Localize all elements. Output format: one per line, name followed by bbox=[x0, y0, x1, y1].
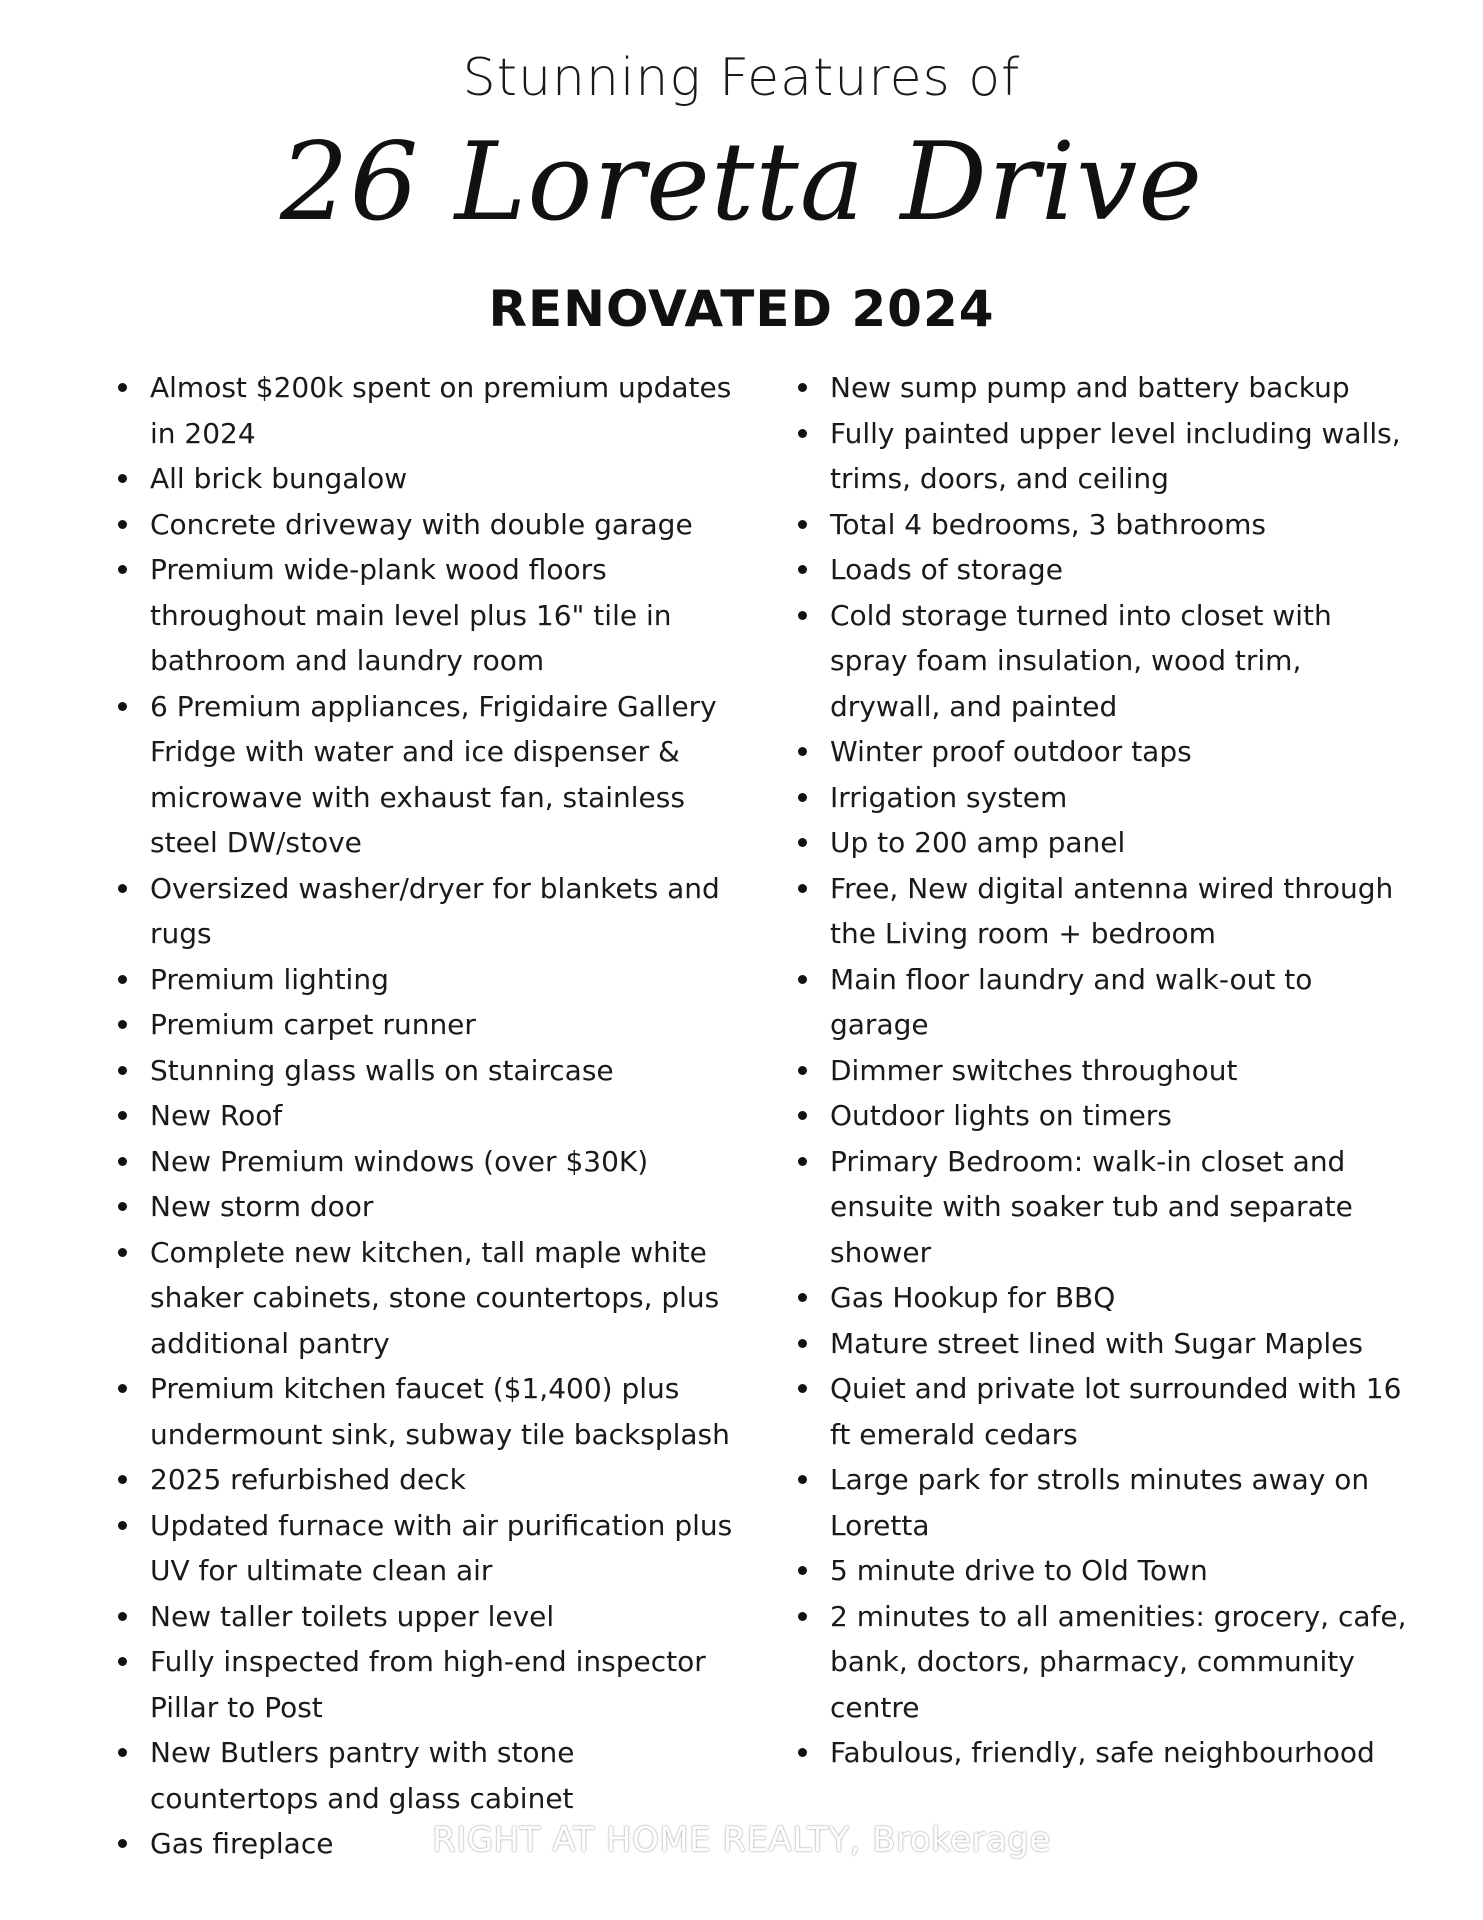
feature-item: Main floor laundry and walk-out to garage bbox=[790, 957, 1410, 1048]
feature-item: Cold storage turned into closet with spray foam insulation, wood trim, drywall, and painted bbox=[790, 593, 1410, 730]
feature-item: New sump pump and battery backup bbox=[790, 365, 1410, 411]
feature-item: All brick bungalow bbox=[110, 456, 750, 502]
feature-item: Fully painted upper level including walls, trims, doors, and ceiling bbox=[790, 411, 1410, 502]
feature-item: New Butlers pantry with stone countertops and glass cabinet bbox=[110, 1730, 750, 1821]
feature-item: Premium carpet runner bbox=[110, 1002, 750, 1048]
subtitle: Stunning Features of bbox=[462, 48, 1021, 108]
renovated-badge: RENOVATED 2024 bbox=[488, 280, 995, 338]
feature-item: Almost $200k spent on premium updates in 2024 bbox=[110, 365, 750, 456]
page-title: 26 Loretta Drive bbox=[279, 120, 1204, 245]
feature-item: Loads of storage bbox=[790, 547, 1410, 593]
feature-item: Complete new kitchen, tall maple white shaker cabinets, stone countertops, plus additional pantry bbox=[110, 1230, 750, 1367]
feature-columns bbox=[110, 365, 1410, 1867]
feature-item: 5 minute drive to Old Town bbox=[790, 1548, 1410, 1594]
feature-item: Free, New digital antenna wired through the Living room + bedroom bbox=[790, 866, 1410, 957]
feature-item: Gas Hookup for BBQ bbox=[790, 1275, 1410, 1321]
feature-item: 2 minutes to all amenities: grocery, cafe, bank, doctors, pharmacy, community centre bbox=[790, 1594, 1410, 1731]
feature-item: Primary Bedroom: walk-in closet and ensuite with soaker tub and separate shower bbox=[790, 1139, 1410, 1276]
feature-item: Gas fireplace bbox=[110, 1821, 750, 1867]
feature-item: Large park for strolls minutes away on Loretta bbox=[790, 1457, 1410, 1548]
feature-item: Premium lighting bbox=[110, 957, 750, 1003]
right-feature-list bbox=[790, 365, 1410, 1867]
feature-item: New taller toilets upper level bbox=[110, 1594, 750, 1640]
feature-item: Mature street lined with Sugar Maples bbox=[790, 1321, 1410, 1367]
feature-item: 2025 refurbished deck bbox=[110, 1457, 750, 1503]
feature-item: New Premium windows (over $30K) bbox=[110, 1139, 750, 1185]
feature-item: Quiet and private lot surrounded with 16 ft emerald cedars bbox=[790, 1366, 1410, 1457]
feature-item: Up to 200 amp panel bbox=[790, 820, 1410, 866]
brokerage-watermark: RIGHT AT HOME REALTY, Brokerage bbox=[432, 1820, 1051, 1860]
feature-item: Updated furnace with air purification plus UV for ultimate clean air bbox=[110, 1503, 750, 1594]
feature-item: Irrigation system bbox=[790, 775, 1410, 821]
feature-item: Premium kitchen faucet ($1,400) plus undermount sink, subway tile backsplash bbox=[110, 1366, 750, 1457]
feature-item: Premium wide-plank wood floors throughout main level plus 16" tile in bathroom and laundry room bbox=[110, 547, 750, 684]
feature-item: Fully inspected from high-end inspector Pillar to Post bbox=[110, 1639, 750, 1730]
feature-item: Winter proof outdoor taps bbox=[790, 729, 1410, 775]
feature-item: Concrete driveway with double garage bbox=[110, 502, 750, 548]
feature-item: Outdoor lights on timers bbox=[790, 1093, 1410, 1139]
feature-item: Fabulous, friendly, safe neighbourhood bbox=[790, 1730, 1410, 1776]
feature-item: New Roof bbox=[110, 1093, 750, 1139]
feature-item: Dimmer switches throughout bbox=[790, 1048, 1410, 1094]
feature-item: Total 4 bedrooms, 3 bathrooms bbox=[790, 502, 1410, 548]
feature-item: Stunning glass walls on staircase bbox=[110, 1048, 750, 1094]
left-feature-list bbox=[110, 365, 750, 1867]
feature-item: New storm door bbox=[110, 1184, 750, 1230]
feature-item: Oversized washer/dryer for blankets and rugs bbox=[110, 866, 750, 957]
feature-item: 6 Premium appliances, Frigidaire Gallery Fridge with water and ice dispenser & microwave with exhaust fan, stainless steel DW/stove bbox=[110, 684, 750, 866]
